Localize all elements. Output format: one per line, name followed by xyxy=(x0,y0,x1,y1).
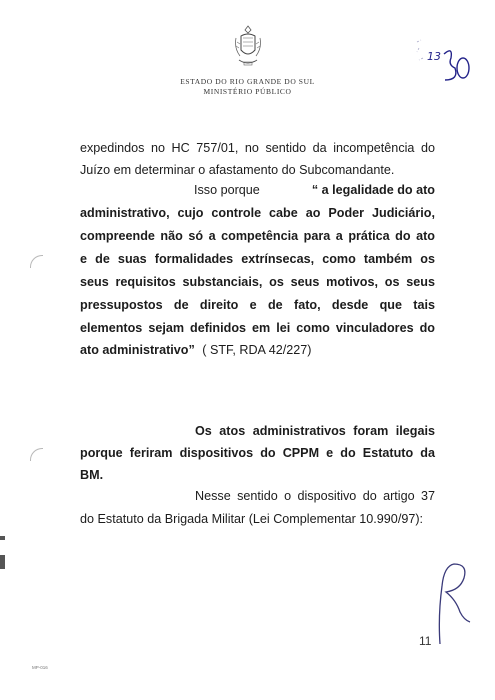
scan-edge-mark-lower xyxy=(0,555,5,569)
paragraph-4-line-1: Nesse sentido o dispositivo do artigo 37 xyxy=(195,489,435,503)
quote-open-mark: “ xyxy=(311,183,319,197)
quote-line-2: administrativo, cujo controle cabe ao Poder Judiciário, xyxy=(80,206,435,220)
header-institution-name: MINISTÉRIO PÚBLICO xyxy=(203,87,292,96)
quote-line-1: a legalidade do ato xyxy=(321,183,435,197)
paragraph-3-line-1: Os atos administrativos foram ilegais xyxy=(195,424,435,438)
handwritten-page-number-small: 13 xyxy=(427,50,441,63)
quote-intro: Isso porque xyxy=(194,183,260,197)
paragraph-3-line-3: BM. xyxy=(80,468,104,482)
handwritten-initials xyxy=(428,556,474,646)
quote-line-3: compreende não só a competência para a prática do ato xyxy=(80,229,435,243)
scan-edge-mark-upper xyxy=(0,536,5,540)
quote-line-5: seus requisitos substanciais, os seus motivos, os seus xyxy=(80,275,435,289)
quote-line-4: e de suas formalidades extrínsecas, como também os xyxy=(80,252,435,266)
paragraph-1-line-2: Juízo em determinar o afastamento do Subcomandante. xyxy=(80,163,395,177)
paragraph-1-line-1: expedindos no HC 757/01, no sentido da incompetência do xyxy=(80,141,435,155)
punch-hole-mark-upper xyxy=(30,255,43,268)
paragraph-3-line-2: porque feriram dispositivos do CPPM e do Estatuto da xyxy=(80,446,435,460)
punch-hole-mark-lower xyxy=(30,448,43,461)
quote-line-7: elementos sejam definidos em lei como vinculadores do xyxy=(80,321,435,335)
page-number: 11 xyxy=(419,634,432,648)
quote-line-6: pressupostos de direito e de fato, desde que tais xyxy=(80,298,435,312)
quote-closing-text: ato administrativo” xyxy=(80,343,195,357)
quote-line-8 xyxy=(80,339,435,361)
quote-citation: ( STF, RDA 42/227) xyxy=(202,343,312,357)
handwritten-page-stamp xyxy=(415,38,475,88)
header-state-name: ESTADO DO RIO GRANDE DO SUL xyxy=(180,77,315,86)
paragraph-4-line-2: do Estatuto da Brigada Militar (Lei Complementar 10.990/97): xyxy=(80,512,424,526)
form-code: MP-016 xyxy=(32,665,48,670)
state-crest-icon xyxy=(232,24,264,70)
paragraph-2-line-1 xyxy=(194,179,435,201)
